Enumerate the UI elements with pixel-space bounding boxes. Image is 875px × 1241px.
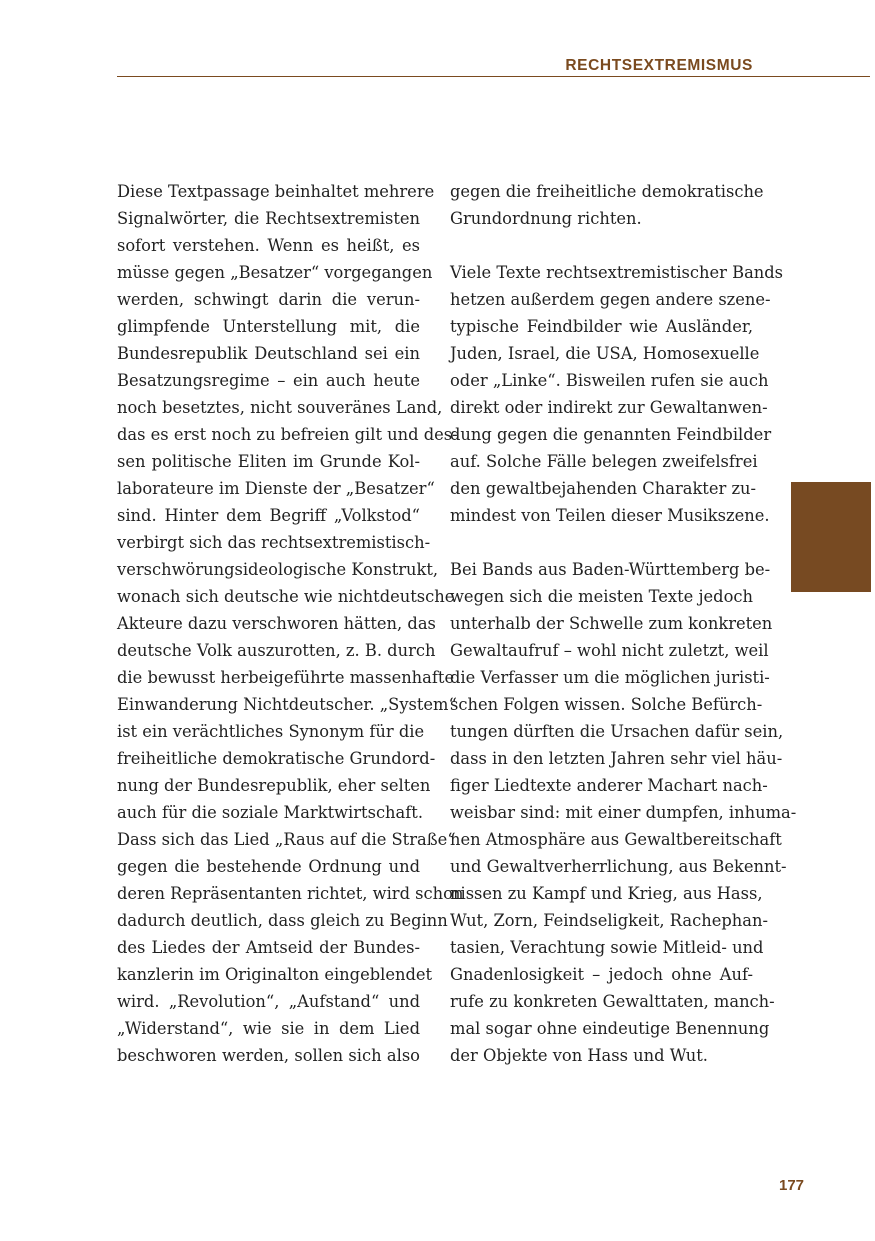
chapter-side-tab — [791, 482, 871, 592]
text-line: Gewaltaufruf – wohl nicht zuletzt, weil — [450, 641, 769, 660]
text-line: tungen dürften die Ursachen dafür sein, — [450, 722, 784, 741]
text-line: des Liedes der Amtseid der Bundes- — [117, 938, 420, 957]
text-line: Bei Bands aus Baden-Württemberg be- — [450, 560, 771, 579]
text-line: typische Feindbilder wie Ausländer, — [450, 317, 753, 336]
text-line: dass in den letzten Jahren sehr viel häu- — [450, 749, 783, 768]
text-line: mindest von Teilen dieser Musikszene. — [450, 506, 770, 525]
paragraph — [450, 556, 797, 1069]
text-line: oder „Linke“. Bisweilen rufen sie auch — [450, 371, 769, 390]
text-line: sofort verstehen. Wenn es heißt, es — [117, 236, 420, 255]
text-line: der Objekte von Hass und Wut. — [450, 1046, 708, 1065]
text-line: kanzlerin im Originalton eingeblendet — [117, 965, 433, 984]
text-line: verschwörungsideologische Konstrukt, — [117, 560, 439, 579]
right-column — [450, 178, 797, 1069]
text-line: laborateure im Dienste der „Besatzer“ — [117, 479, 435, 498]
text-line: Diese Textpassage beinhaltet mehrere — [117, 182, 435, 201]
text-line: direkt oder indirekt zur Gewaltanwen- — [450, 398, 768, 417]
text-line: den gewaltbejahenden Charakter zu- — [450, 479, 757, 498]
text-line: noch besetztes, nicht souveränes Land, — [117, 398, 443, 417]
text-line: dung gegen die genannten Feindbilder — [450, 425, 772, 444]
page-number: 177 — [779, 1177, 805, 1194]
left-column — [117, 178, 464, 1069]
text-line: deutsche Volk auszurotten, z. B. durch — [117, 641, 436, 660]
running-header-title: RECHTSEXTREMISMUS — [565, 57, 753, 74]
text-line: Viele Texte rechtsextremistischer Bands — [450, 263, 784, 282]
text-line: werden, schwingt darin die verun- — [117, 290, 420, 309]
text-line: weisbar sind: mit einer dumpfen, inhuma- — [450, 803, 797, 822]
text-line: gegen die bestehende Ordnung und — [117, 857, 420, 876]
text-line: sind. Hinter dem Begriff „Volkstod“ — [117, 506, 420, 525]
text-line: nissen zu Kampf und Krieg, aus Hass, — [450, 884, 763, 903]
text-line: Juden, Israel, die USA, Homosexuelle — [450, 344, 760, 363]
text-line: müsse gegen „Besatzer“ vorgegangen — [117, 263, 433, 282]
text-line: rufe zu konkreten Gewalttaten, manch- — [450, 992, 775, 1011]
text-line: wonach sich deutsche wie nichtdeutsche — [117, 587, 455, 606]
text-line: freiheitliche demokratische Grundord- — [117, 749, 436, 768]
paragraph — [450, 259, 784, 529]
text-line: auf. Solche Fälle belegen zweifelsfrei — [450, 452, 758, 471]
text-line: hetzen außerdem gegen andere szene- — [450, 290, 771, 309]
text-line: dadurch deutlich, dass gleich zu Beginn — [117, 911, 448, 930]
text-line: Dass sich das Lied „Raus auf die Straße“ — [117, 830, 456, 849]
text-line: Besatzungsregime – ein auch heute — [117, 371, 420, 390]
text-line: unterhalb der Schwelle zum konkreten — [450, 614, 773, 633]
text-line: Wut, Zorn, Feindseligkeit, Rachephan- — [450, 911, 768, 930]
text-line: Grundordnung richten. — [450, 209, 642, 228]
text-line: nung der Bundesrepublik, eher selten — [117, 776, 431, 795]
text-line: wegen sich die meisten Texte jedoch — [450, 587, 753, 606]
text-line: auch für die soziale Marktwirtschaft. — [117, 803, 423, 822]
text-line: tasien, Verachtung sowie Mitleid- und — [450, 938, 764, 957]
text-line: das es erst noch zu befreien gilt und des- — [117, 425, 458, 444]
text-line: ist ein verächtliches Synonym für die — [117, 722, 425, 741]
paragraph — [450, 178, 764, 232]
text-line: Signalwörter, die Rechtsextremisten — [117, 209, 420, 228]
text-line: Akteure dazu verschworen hätten, das — [117, 614, 436, 633]
text-line: sen politische Eliten im Grunde Kol- — [117, 452, 420, 471]
paragraph-gap — [450, 232, 753, 259]
text-line: mal sogar ohne eindeutige Benennung — [450, 1019, 770, 1038]
text-line: nen Atmosphäre aus Gewaltbereitschaft — [450, 830, 782, 849]
text-line: „Widerstand“, wie sie in dem Lied — [117, 1019, 420, 1038]
text-line: wird. „Revolution“, „Aufstand“ und — [117, 992, 420, 1011]
text-line: schen Folgen wissen. Solche Befürch- — [450, 695, 763, 714]
text-line: Einwanderung Nichtdeutscher. „System“ — [117, 695, 457, 714]
text-line: figer Liedtexte anderer Machart nach- — [450, 776, 768, 795]
text-line: Gnadenlosigkeit – jedoch ohne Auf- — [450, 965, 753, 984]
text-line: gegen die freiheitliche demokratische — [450, 182, 764, 201]
text-line: die bewusst herbeigeführte massenhafte — [117, 668, 455, 687]
text-line: verbirgt sich das rechtsextremistisch- — [117, 533, 431, 552]
text-line: Bundesrepublik Deutschland sei ein — [117, 344, 420, 363]
text-line: die Verfasser um die möglichen juristi- — [450, 668, 770, 687]
text-line: glimpfende Unterstellung mit, die — [117, 317, 420, 336]
paragraph-gap — [450, 529, 753, 556]
text-line: deren Repräsentanten richtet, wird schon — [117, 884, 464, 903]
header-rule — [117, 76, 870, 77]
text-line: beschworen werden, sollen sich also — [117, 1046, 420, 1065]
text-line: und Gewaltverherrlichung, aus Bekennt- — [450, 857, 787, 876]
